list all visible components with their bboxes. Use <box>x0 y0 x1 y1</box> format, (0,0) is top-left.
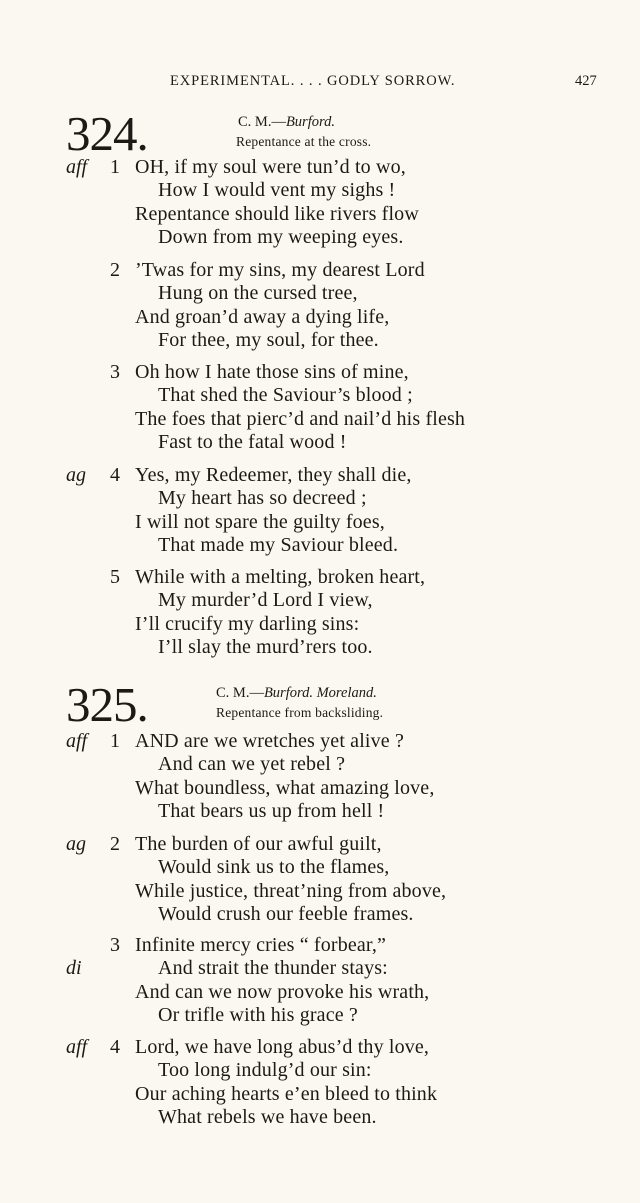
stanza-number: 3 <box>110 361 120 383</box>
stanza-number: 1 <box>110 156 120 178</box>
verse-line: Would crush our feeble frames. <box>158 902 414 925</box>
verse-line: Too long indulg’d our sin: <box>158 1059 372 1082</box>
page-number: 427 <box>575 73 597 89</box>
stanza-number: 2 <box>110 259 120 281</box>
hymn-number: 324. <box>66 106 148 161</box>
dynamic-marking: aff <box>66 1036 88 1058</box>
verse-line: Yes, my Redeemer, they shall die, <box>135 464 412 486</box>
verse-line: Infinite mercy cries “ forbear,” <box>135 934 387 956</box>
verse-line: Or trifle with his grace ? <box>158 1003 358 1026</box>
verse-line: Lord, we have long abus’d thy love, <box>135 1036 430 1058</box>
stanza-number: 4 <box>110 1036 120 1058</box>
verse-line: For thee, my soul, for thee. <box>158 328 379 351</box>
verse-line: Oh how I hate those sins of mine, <box>135 361 409 383</box>
verse-line: OH, if my soul were tun’d to wo, <box>135 156 406 178</box>
meter-label: C. M.— <box>216 685 264 701</box>
verse-line: Our aching hearts e’en bleed to think <box>135 1082 438 1105</box>
verse-line: Down from my weeping eyes. <box>158 225 404 248</box>
tune-name: Burford. Moreland. <box>263 685 377 701</box>
hymn-number: 325. <box>66 677 148 732</box>
stanza-number: 1 <box>110 730 120 752</box>
verse-line: My heart has so decreed ; <box>158 487 367 510</box>
dynamic-marking: aff <box>66 156 88 178</box>
verse-line: What rebels we have been. <box>158 1105 377 1128</box>
verse-line: And strait the thunder stays: <box>158 957 388 980</box>
stanza-number: 5 <box>110 566 120 588</box>
verse-line: And can we yet rebel ? <box>158 753 346 776</box>
hymn-subject: Repentance from backsliding. <box>216 705 384 720</box>
stanza-number: 2 <box>110 833 120 855</box>
running-header <box>0 73 640 93</box>
verse-line: That bears us up from hell ! <box>158 799 385 822</box>
meter-label: C. M.— <box>238 114 286 130</box>
verse-line: How I would vent my sighs ! <box>158 179 396 202</box>
verse-line: While with a melting, broken heart, <box>135 566 426 588</box>
verse-line: While justice, threat’ning from above, <box>135 879 447 902</box>
verse-line: AND are we wretches yet alive ? <box>135 730 404 752</box>
verse-line: And can we now provoke his wrath, <box>135 980 430 1003</box>
verse-line: Would sink us to the flames, <box>158 856 390 879</box>
verse-line: I will not spare the guilty foes, <box>135 510 385 533</box>
verse-line: My murder’d Lord I view, <box>158 589 373 612</box>
verse-line: The foes that pierc’d and nail’d his flesh <box>135 407 466 430</box>
verse-line: Fast to the fatal wood ! <box>158 430 347 453</box>
verse-line: And groan’d away a dying life, <box>135 305 390 328</box>
verse-line: The burden of our awful guilt, <box>135 833 382 855</box>
verse-line: I’ll slay the murd’rers too. <box>158 635 373 658</box>
stanza-number: 4 <box>110 464 120 486</box>
hymn-subject: Repentance at the cross. <box>236 134 372 149</box>
hymn-meter <box>238 114 335 131</box>
verse-line: Hung on the cursed tree, <box>158 282 358 305</box>
dynamic-marking: ag <box>66 464 86 486</box>
verse-line: Repentance should like rivers flow <box>135 202 419 225</box>
dynamic-marking: ag <box>66 833 86 855</box>
verse-line: That made my Saviour bleed. <box>158 533 399 556</box>
running-title: EXPERIMENTAL. . . . GODLY SORROW. <box>170 73 456 89</box>
verse-line: ’Twas for my sins, my dearest Lord <box>135 259 425 281</box>
stanza-number: 3 <box>110 934 120 956</box>
verse-line: That shed the Saviour’s blood ; <box>158 384 413 407</box>
tune-name: Burford. <box>285 114 335 130</box>
verse-line: I’ll crucify my darling sins: <box>135 612 360 635</box>
verse-line: What boundless, what amazing love, <box>135 776 435 799</box>
hymn-meter <box>216 685 377 702</box>
dynamic-marking: di <box>66 957 82 980</box>
dynamic-marking: aff <box>66 730 88 752</box>
